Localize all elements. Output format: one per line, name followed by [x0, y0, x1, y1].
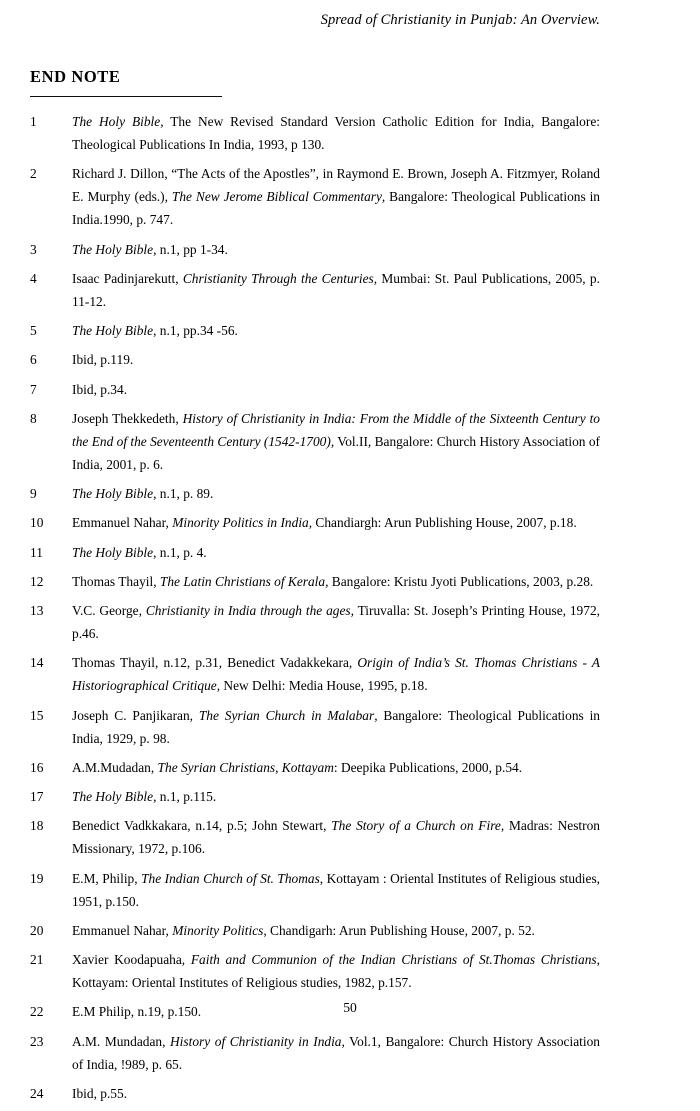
endnote-plain-run: , n.1, pp 1-34. — [153, 241, 228, 257]
endnote-text — [72, 407, 600, 476]
endnote-entry — [30, 785, 600, 808]
endnote-text — [72, 704, 600, 750]
endnote-plain-run: Isaac Padinjarekutt, — [72, 270, 183, 286]
endnote-plain-run: Thomas Thayil, n.12, p.31, Benedict Vadakkekara, — [72, 655, 358, 671]
endnote-plain-run: Joseph Thekkedeth, — [72, 410, 183, 426]
endnote-entry — [30, 919, 600, 942]
endnote-number: 7 — [30, 381, 37, 397]
endnote-plain-run: E.M, Philip, — [72, 870, 142, 886]
endnote-entry — [30, 1030, 600, 1076]
endnote-entry — [30, 704, 600, 750]
endnote-text — [72, 785, 600, 808]
endnote-number: 15 — [30, 707, 44, 723]
endnote-number: 8 — [30, 410, 37, 426]
endnote-plain-run: : Deepika Publications, 2000, p.54. — [333, 759, 523, 775]
endnote-text — [72, 756, 600, 779]
endnote-entry — [30, 511, 600, 534]
endnote-entry — [30, 570, 600, 593]
endnote-title-run: The Holy Bible — [72, 486, 154, 502]
endnote-text — [72, 110, 600, 156]
endnote-plain-run: Benedict Vadkkakara, n.14, p.5; John Stewart, — [72, 818, 332, 834]
endnote-entry — [30, 319, 600, 342]
endnote-text — [72, 919, 600, 942]
endnote-entry — [30, 267, 600, 313]
page-title: END NOTE — [30, 67, 121, 87]
endnote-plain-run: The New Revised Standard Version Catholic Edition for India, Bangalore: Theological Publications In India, 1993, p 130. — [72, 114, 601, 153]
endnote-number: 20 — [30, 922, 44, 938]
endnote-entry — [30, 814, 600, 860]
endnote-number: 3 — [30, 241, 37, 257]
endnote-text — [72, 238, 600, 261]
endnote-title-run: The Holy Bible — [72, 323, 154, 339]
endnote-text — [72, 482, 600, 505]
endnote-plain-run: New Delhi: Media House, 1995, p.18. — [220, 678, 428, 694]
endnote-plain-run: Chandiargh: Arun Publishing House, 2007, p.18. — [312, 515, 577, 531]
endnote-entry — [30, 651, 600, 697]
endnote-text — [72, 570, 600, 593]
endnote-number: 6 — [30, 352, 37, 368]
endnote-entry — [30, 407, 600, 476]
endnote-plain-run: , Bangalore: Theological Publications in India, 1929, p. 98. — [72, 707, 600, 746]
endnote-number: 18 — [30, 818, 44, 834]
endnote-plain-run: A.M. Mundadan, — [72, 1033, 171, 1049]
endnotes-list — [30, 110, 600, 1111]
endnote-text — [72, 162, 600, 231]
endnote-title-run: The Syrian Christians, Kottayam — [157, 759, 334, 775]
endnote-number: 13 — [30, 603, 44, 619]
endnote-text — [72, 867, 600, 913]
endnote-plain-run: , n.1, p. 89. — [153, 486, 214, 502]
endnote-number: 10 — [30, 515, 44, 531]
endnote-title-run: Minority Politics in India, — [172, 515, 313, 531]
endnote-title-run: The Indian Church of St. Thomas — [141, 870, 320, 886]
endnote-number: 24 — [30, 1086, 44, 1101]
endnote-number: 19 — [30, 870, 44, 886]
endnote-plain-run: E.M Philip, n.19, p.150. — [72, 1004, 202, 1020]
endnote-text — [72, 1030, 600, 1076]
endnote-entry — [30, 482, 600, 505]
endnote-plain-run: Ibid, p.119. — [72, 352, 134, 368]
endnote-plain-run: Thomas Thayil, — [72, 573, 160, 589]
endnote-title-run: The Holy Bible — [72, 544, 154, 560]
endnote-entry — [30, 162, 600, 231]
endnote-text — [72, 948, 600, 994]
endnote-number: 4 — [30, 270, 37, 286]
endnote-title-run: The Story of a Church on Fire — [331, 818, 501, 834]
endnote-entry — [30, 238, 600, 261]
endnote-title-run: Origin of India’s St. Thomas Christians - A Historiographical Critique, — [72, 655, 600, 694]
endnote-number: 5 — [30, 323, 37, 339]
endnote-plain-run: , n.1, p. 4. — [153, 544, 207, 560]
endnote-title-run: The Holy Bible — [72, 241, 154, 257]
endnote-text — [72, 814, 600, 860]
endnote-text — [72, 267, 600, 313]
endnote-number: 9 — [30, 486, 37, 502]
endnote-text — [72, 378, 600, 401]
endnote-text — [72, 599, 600, 645]
endnote-title-run: The Holy Bible, — [72, 114, 164, 129]
endnote-number: 21 — [30, 952, 44, 968]
page-number: 50 — [343, 1000, 357, 1015]
endnote-plain-run: , Bangalore: Theological Publications in India.1990, p. 747. — [72, 189, 601, 228]
endnote-number: 22 — [30, 1004, 44, 1020]
endnote-text — [72, 541, 600, 564]
endnote-title-run: Faith and Communion of the Indian Christians of St.Thomas Christians — [190, 952, 597, 968]
endnote-plain-run: Vol.II, Bangalore: Church History Association of India, 2001, p. 6. — [72, 433, 600, 472]
endnote-title-run: The Latin Christians of Kerala, — [159, 573, 329, 589]
endnote-entry — [30, 348, 600, 371]
endnote-entry — [30, 756, 600, 779]
endnote-plain-run: , Chandigarh: Arun Publishing House, 2007, p. 52. — [263, 922, 535, 938]
endnote-plain-run: Tiruvalla: St. Joseph’s Printing House, 1972, p.46. — [72, 603, 600, 642]
endnote-plain-run: Emmanuel Nahar, — [72, 922, 173, 938]
endnote-number: 23 — [30, 1033, 44, 1049]
endnote-plain-run: , Kottayam : Oriental Institutes of Religious studies, 1951, p.150. — [72, 870, 601, 909]
endnote-number: 2 — [30, 166, 37, 182]
endnote-text — [72, 1082, 600, 1105]
endnote-entry — [30, 1082, 600, 1105]
endnote-title-run: Christianity Through the Centuries — [182, 270, 374, 286]
endnote-plain-run: Xavier Koodapuaha, — [72, 952, 191, 968]
endnote-plain-run: , Mumbai: St. Paul Publications, 2005, p. 11-12. — [72, 270, 600, 309]
endnote-title-run: History of Christianity in India: From the Middle of the Sixteenth Century to the End of the Seventeenth Century (1542-1700), — [72, 410, 600, 449]
endnote-plain-run: Richard J. Dillon, “The Acts of the Apostles”, in Raymond E. Brown, Joseph A. Fitzmyer, Roland E. Murphy (eds.), — [72, 166, 600, 205]
endnote-entry — [30, 948, 600, 994]
endnote-entry — [30, 599, 600, 645]
endnote-plain-run: Bangalore: Kristu Jyoti Publications, 2003, p.28. — [328, 573, 594, 589]
endnote-title-run: The New Jerome Biblical Commentary — [171, 189, 382, 205]
endnote-title-run: The Holy Bible — [72, 789, 154, 805]
endnote-entry — [30, 110, 600, 156]
endnote-plain-run: Emmanuel Nahar, — [72, 515, 173, 531]
endnote-plain-run: Vol.1, Bangalore: Church History Association of India, !989, p. 65. — [72, 1033, 600, 1072]
endnote-number: 16 — [30, 759, 44, 775]
endnote-entry — [30, 541, 600, 564]
endnote-number: 1 — [30, 114, 37, 129]
endnote-title-run: Minority Politics — [172, 922, 264, 938]
endnote-plain-run: Joseph C. Panjikaran, — [72, 707, 199, 723]
endnote-number: 12 — [30, 573, 44, 589]
endnote-number: 14 — [30, 655, 44, 671]
endnote-text — [72, 348, 600, 371]
heading-divider — [30, 96, 222, 97]
endnote-plain-run: , n.1, p.115. — [153, 789, 217, 805]
endnote-title-run: Christianity in India through the ages, — [145, 603, 354, 619]
endnote-plain-run: Ibid, p.55. — [72, 1086, 128, 1101]
endnote-text — [72, 319, 600, 342]
endnote-number: 11 — [30, 544, 43, 560]
endnote-plain-run: A.M.Mudadan, — [72, 759, 158, 775]
endnote-plain-run: , n.1, pp.34 -56. — [153, 323, 238, 339]
endnote-text — [72, 511, 600, 534]
endnote-text — [72, 651, 600, 697]
endnote-plain-run: V.C. George, — [72, 603, 146, 619]
endnote-title-run: The Syrian Church in Malabar — [198, 707, 375, 723]
endnote-plain-run: , Kottayam: Oriental Institutes of Religious studies, 1982, p.157. — [72, 952, 600, 991]
endnote-entry — [30, 867, 600, 913]
running-header: Spread of Christianity in Punjab: An Overview. — [320, 12, 600, 28]
endnote-number: 17 — [30, 789, 44, 805]
endnote-title-run: History of Christianity in India, — [170, 1033, 345, 1049]
endnote-entry — [30, 378, 600, 401]
endnote-plain-run: , Madras: Nestron Missionary, 1972, p.106. — [72, 818, 600, 857]
endnote-plain-run: Ibid, p.34. — [72, 381, 128, 397]
